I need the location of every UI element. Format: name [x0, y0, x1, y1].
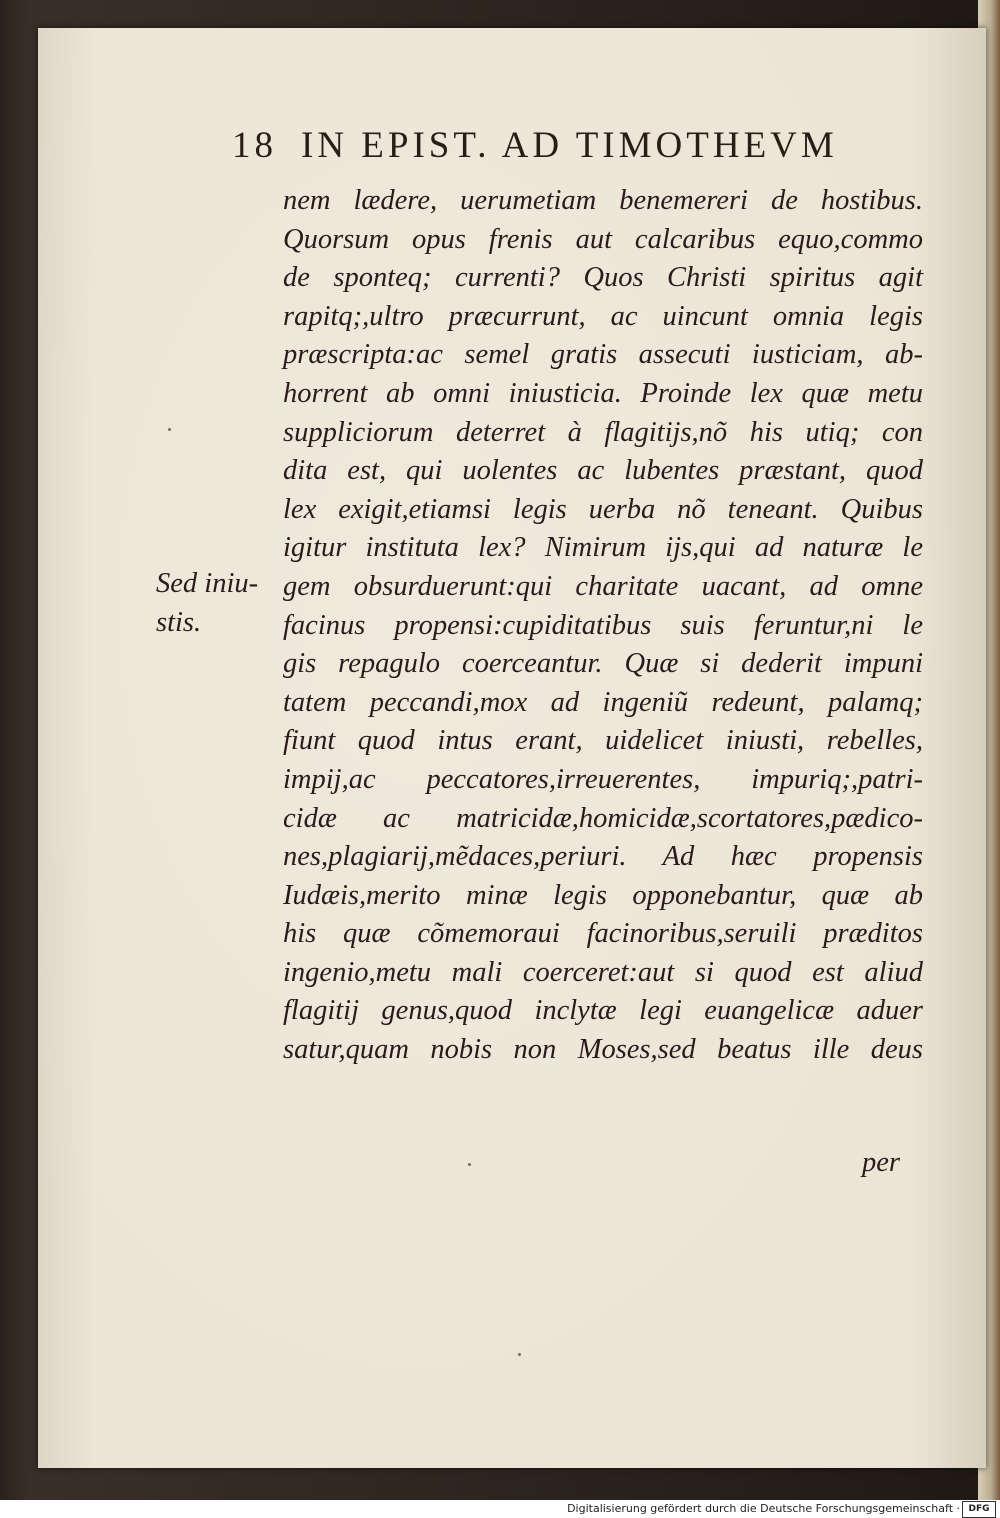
text-line: impij,ac peccatores,irreuerentes, impuriq;,patri- [283, 763, 923, 795]
text-line: satur,quam nobis non Moses,sed beatus ille deus [283, 1034, 923, 1066]
text-line: Quorsum opus frenis aut calcaribus equo,commo [283, 223, 923, 255]
text-line: dita est, qui uolentes ac lubentes præstant, quod [283, 455, 923, 487]
digitization-footer [0, 1500, 1000, 1518]
paper-speck [468, 1163, 471, 1166]
running-head [232, 124, 912, 168]
text-line: horrent ab omni iniusticia. Proinde lex quæ metu [283, 377, 923, 409]
text-line: his quæ cõmemoraui facinoribus,seruili præditos [283, 918, 923, 950]
catchword: per [862, 1147, 900, 1178]
paper-speck [518, 1353, 521, 1356]
page-number: 18 [232, 125, 277, 166]
text-line: gis repagulo coerceantur. Quæ si dederit impuni [283, 648, 923, 680]
text-line: fiunt quod intus erant, uidelicet iniusti, rebelles, [283, 725, 923, 757]
margin-note-line: stis. [156, 606, 202, 638]
funding-notice: Digitalisierung gefördert durch die Deutsche Forschungsgemeinschaft · [567, 1502, 960, 1515]
text-line: cidæ ac matricidæ,homicidæ,scortatores,pædico- [283, 802, 923, 834]
body-text [283, 182, 923, 1070]
paper-speck [168, 428, 171, 431]
text-line: flagitij genus,quod inclytæ legi euangelicæ aduer [283, 995, 923, 1027]
text-line: de sponteq; currenti? Quos Christi spiritus agit [283, 262, 923, 294]
text-line: facinus propensi:cupiditatibus suis feruntur,ni le [283, 609, 923, 641]
text-line: ingenio,metu mali coerceret:aut si quod est aliud [283, 956, 923, 988]
text-line: igitur instituta lex? Nimirum ijs,qui ad naturæ le [283, 532, 923, 564]
text-line: gem obsurduerunt:qui charitate uacant, ad omne [283, 570, 923, 602]
text-line: nes,plagiarij,mẽdaces,periuri. Ad hæc propensis [283, 841, 923, 873]
text-line: nem lædere, uerumetiam benemereri de hostibus. [283, 185, 923, 216]
margin-note-line: Sed iniu- [156, 568, 259, 599]
text-line: lex exigit,etiamsi legis uerba nõ teneant. Quibus [283, 493, 923, 525]
text-line: præscripta:ac semel gratis assecuti iusticiam, ab- [283, 339, 923, 371]
text-line: suppliciorum deterret à flagitijs,nõ his utiq; con [283, 416, 923, 448]
margin-note [156, 565, 258, 642]
dfg-logo-icon: DFG [962, 1501, 996, 1518]
text-line: Iudæis,merito minæ legis opponebantur, quæ ab [283, 879, 923, 911]
running-title: IN EPIST. AD TIMOTHEVM [301, 125, 838, 166]
text-line: tatem peccandi,mox ad ingeniũ redeunt, palamq; [283, 686, 923, 718]
text-line: rapitq;,ultro præcurrunt, ac uincunt omnia legis [283, 300, 923, 332]
